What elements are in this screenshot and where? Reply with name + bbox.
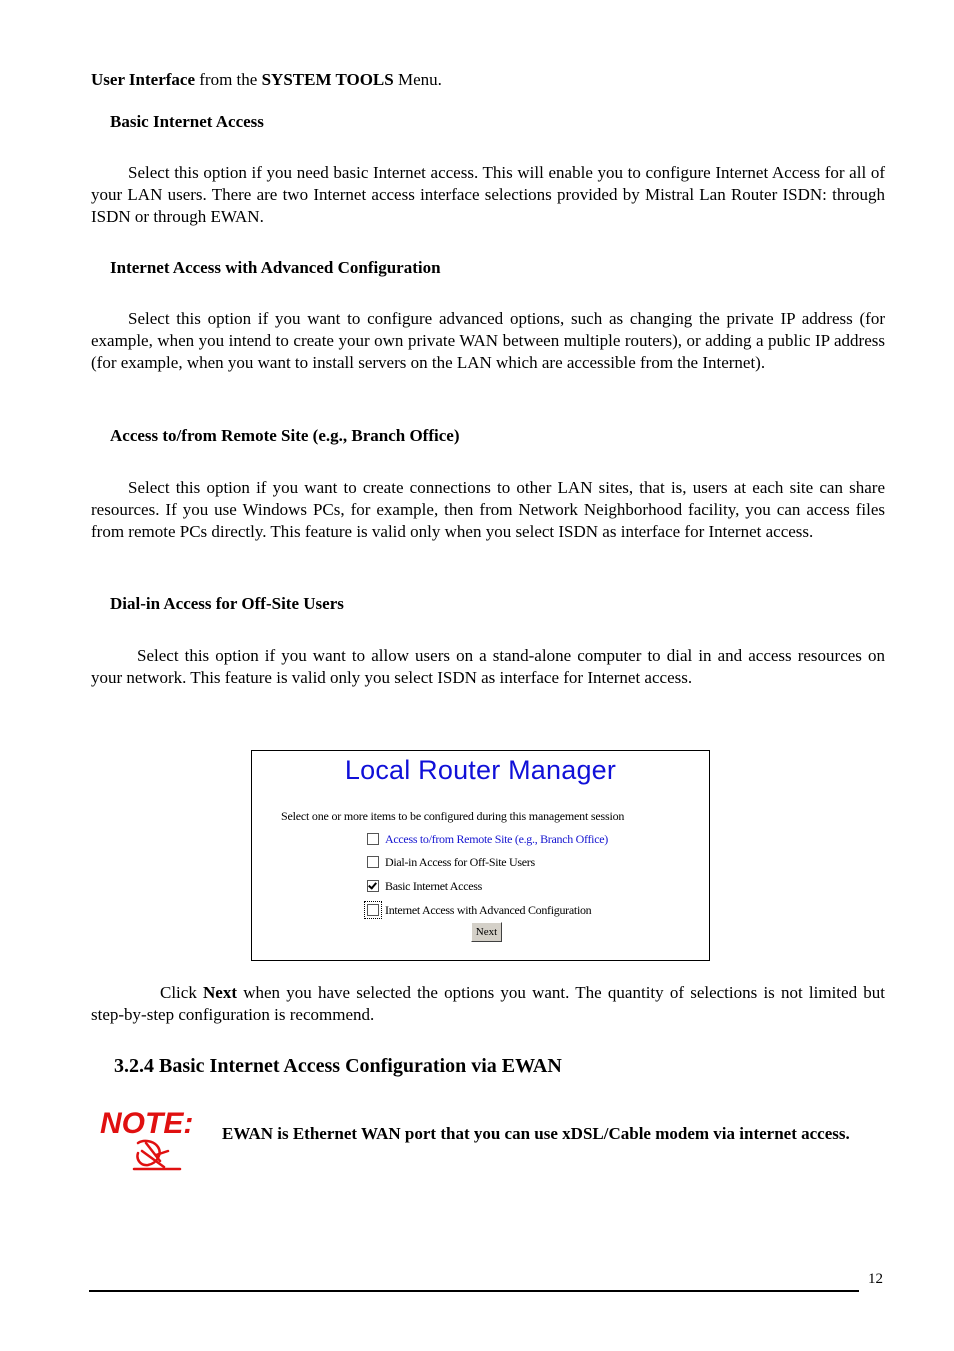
next-button[interactable]: Next: [471, 922, 502, 942]
checkbox-dial-in[interactable]: [367, 856, 379, 868]
note-icon: [98, 1103, 194, 1173]
screenshot-title: Local Router Manager: [344, 755, 617, 785]
intro-text: from the: [195, 70, 262, 89]
note-text: EWAN is Ethernet WAN port that you can use xDSL/Cable modem via internet access.: [222, 1124, 850, 1143]
intro-end: Menu.: [393, 70, 442, 89]
option-remote-site[interactable]: [367, 831, 608, 847]
page-number: 12: [868, 1271, 883, 1287]
option-basic-internet-label[interactable]: Basic Internet Access: [385, 878, 482, 893]
option-remote-site-label[interactable]: Access to/from Remote Site (e.g., Branch Office): [385, 831, 608, 846]
option-basic-internet[interactable]: [367, 878, 482, 894]
intro-bold-user-interface: User Interface: [91, 70, 196, 89]
click-next-bold: Next: [203, 983, 238, 1002]
heading-basic-internet-access: Basic Internet Access: [110, 112, 264, 131]
footer-divider: [89, 1290, 859, 1292]
intro-bold-system-tools: SYSTEM TOOLS: [261, 70, 394, 89]
para-remote-site: Select this option if you want to create connections to other LAN sites, that is, users at each site can share resources. If you use Windows PCs, for example, then from Network Neighborhood facility, you can access files from remote PCs directly. This feature is valid only when you select ISDN as interface for Internet access.: [91, 478, 885, 541]
para-dial-in-access: Select this option if you want to allow users on a stand-alone computer to dial in and access resources on your network. This feature is valid only you select ISDN as interface for Internet access.: [91, 646, 885, 687]
note-logo-svg: [98, 1103, 194, 1173]
note-logo-text: NOTE:: [100, 1107, 194, 1140]
para-click-next: [91, 982, 885, 1026]
option-advanced-config[interactable]: [367, 902, 591, 918]
option-dial-in[interactable]: [367, 854, 535, 870]
heading-advanced-configuration: Internet Access with Advanced Configuration: [110, 258, 441, 277]
para-basic-internet-access: Select this option if you need basic Internet access. This will enable you to configure Internet Access for all of your LAN users. There are two Internet access interface selections provided by Mistral Lan Router ISDN: through ISDN or through EWAN.: [91, 163, 885, 226]
local-router-manager-screenshot: [251, 750, 710, 961]
option-advanced-config-label[interactable]: Internet Access with Advanced Configuration: [385, 902, 592, 917]
checkbox-basic-internet[interactable]: [367, 880, 379, 892]
click-next-post: when you have selected the options you want. The quantity of selections is not limited but step-by-step configuration is recommend.: [91, 983, 885, 1024]
intro-line: [91, 70, 442, 90]
heading-remote-site: Access to/from Remote Site (e.g., Branch Office): [110, 426, 460, 445]
click-next-pre: Click: [160, 983, 204, 1002]
heading-dial-in-access: Dial-in Access for Off-Site Users: [110, 594, 344, 613]
screenshot-instruction: Select one or more items to be configured during this management session: [281, 809, 625, 823]
section-title: 3.2.4 Basic Internet Access Configuration via EWAN: [114, 1055, 562, 1077]
para-advanced-configuration: Select this option if you want to configure advanced options, such as changing the private IP address (for example, when you intend to create your own private WAN between multiple routers), or adding a public IP address (for example, when you want to install servers on the LAN which are accessible from the Internet).: [91, 309, 885, 372]
checkbox-remote-site[interactable]: [367, 833, 379, 845]
option-dial-in-label[interactable]: Dial-in Access for Off-Site Users: [385, 854, 535, 869]
checkbox-advanced-config[interactable]: [367, 904, 379, 916]
